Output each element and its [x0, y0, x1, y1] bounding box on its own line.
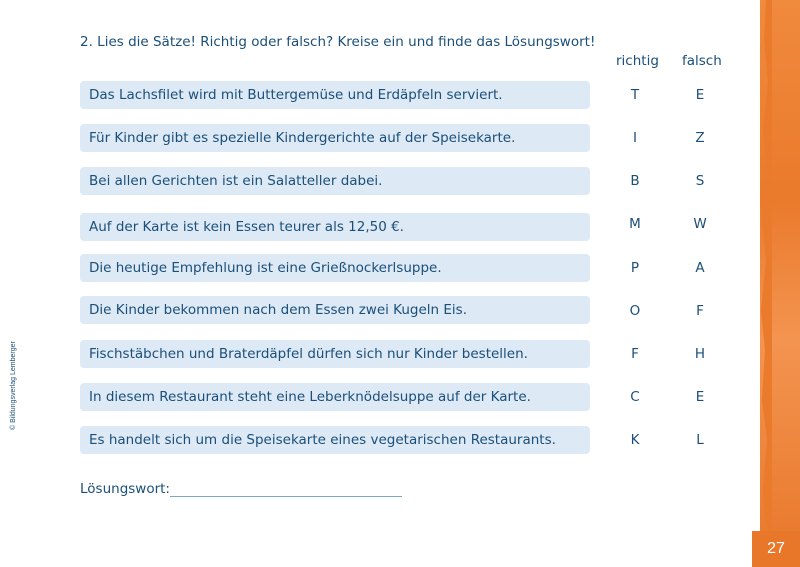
answer-letter-richtig[interactable]: B	[630, 173, 640, 189]
answer-letter-falsch[interactable]: F	[696, 303, 704, 319]
statement-row	[80, 124, 590, 152]
statement-row	[80, 81, 590, 109]
answer-letter-richtig[interactable]: F	[631, 346, 639, 362]
statement-row	[80, 167, 590, 195]
answer-letter-falsch[interactable]: H	[694, 346, 706, 362]
statement-row	[80, 383, 590, 411]
statement-row	[80, 213, 590, 241]
statement-text: Das Lachsfilet wird mit Buttergemüse und Erdäpfeln serviert.	[89, 87, 503, 103]
answer-letter-richtig[interactable]: P	[630, 260, 640, 276]
answer-letter-richtig[interactable]: I	[633, 130, 637, 146]
statement-text: Auf der Karte ist kein Essen teurer als 12,50 €.	[89, 219, 404, 235]
column-header-richtig: richtig	[616, 53, 659, 69]
copyright-note: © Bildungsverlag Lemberger	[10, 341, 17, 430]
statement-row	[80, 340, 590, 368]
answer-letter-richtig[interactable]: K	[630, 432, 640, 448]
statement-text: Die heutige Empfehlung ist eine Grießnockerlsuppe.	[89, 260, 442, 276]
statement-text: In diesem Restaurant steht eine Leberknödelsuppe auf der Karte.	[89, 389, 531, 405]
answer-letter-falsch[interactable]: Z	[695, 130, 705, 146]
answer-letter-falsch[interactable]: A	[695, 260, 705, 276]
statement-text: Es handelt sich um die Speisekarte eines vegetarischen Restaurants.	[89, 432, 556, 448]
task-instruction: 2. Lies die Sätze! Richtig oder falsch? Kreise ein und finde das Lösungswort!	[80, 34, 596, 50]
solution-word-field[interactable]	[170, 496, 402, 497]
answer-letter-falsch[interactable]: S	[695, 173, 705, 189]
answer-letter-richtig[interactable]: T	[630, 87, 640, 103]
statement-text: Fischstäbchen und Braterdäpfel dürfen sich nur Kinder bestellen.	[89, 346, 528, 362]
answer-letter-richtig[interactable]: M	[629, 216, 641, 232]
answer-letter-richtig[interactable]: O	[629, 303, 641, 319]
statement-row	[80, 426, 590, 454]
page-number: 27	[752, 531, 800, 567]
answer-letter-richtig[interactable]: C	[630, 389, 640, 405]
statement-row	[80, 296, 590, 324]
statement-text: Für Kinder gibt es spezielle Kindergerichte auf der Speisekarte.	[89, 130, 516, 146]
answer-letter-falsch[interactable]: W	[693, 216, 707, 232]
solution-word-label: Lösungswort:	[80, 481, 170, 497]
answer-letter-falsch[interactable]: E	[695, 87, 705, 103]
column-header-falsch: falsch	[682, 53, 722, 69]
statement-text: Bei allen Gerichten ist ein Salatteller dabei.	[89, 173, 383, 189]
answer-letter-falsch[interactable]: L	[696, 432, 704, 448]
statement-text: Die Kinder bekommen nach dem Essen zwei Kugeln Eis.	[89, 302, 467, 318]
statement-row	[80, 254, 590, 282]
torn-edge-decoration	[752, 0, 772, 567]
answer-letter-falsch[interactable]: E	[695, 389, 705, 405]
